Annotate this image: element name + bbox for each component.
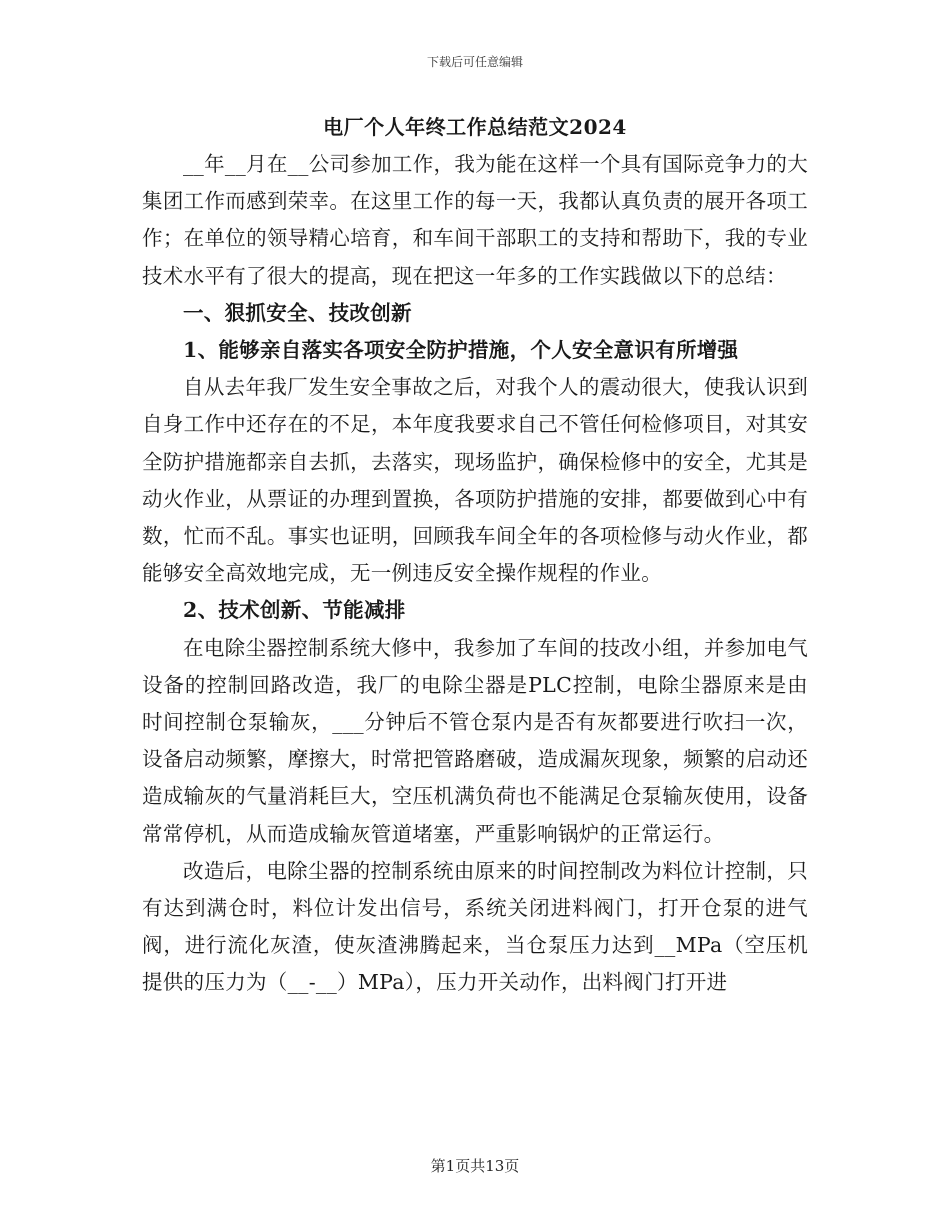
document-title: 电厂个人年终工作总结范文2024 <box>323 115 627 139</box>
subheading-safety-measures: 1、能够亲自落实各项安全防护措施，个人安全意识有所增强 <box>183 338 739 363</box>
safety-paragraph: 自从去年我厂发生安全事故之后，对我个人的震动很大，使我认识到自身工作中还存在的不足，本年度我要求自己不管任何检修项目，对其安全防护措施都亲自去抓，去落实，现场监护，确保检修中的安全，尤其是动火作业，从票证的办理到置换，各项防护措施的安排，都要做到心中有数，忙而不乱。事实也证明，回顾我车间全年的各项检修与动火作业，都能够安全高效地完成，无一例违反安全操作规程的作业。 <box>142 375 808 586</box>
intro-paragraph: __年__月在__公司参加工作，我为能在这样一个具有国际竞争力的大集团工作而感到荣幸。在这里工作的每一天，我都认真负责的展开各项工作；在单位的领导精心培育，和车间干部职工的支持和帮助下，我的专业技术水平有了很大的提高，现在把这一年多的工作实践做以下的总结： <box>142 152 808 288</box>
download-note: 下载后可任意编辑 <box>426 55 523 69</box>
subheading-tech-innovation: 2、技术创新、节能减排 <box>183 598 406 623</box>
retrofit-paragraph: 改造后，电除尘器的控制系统由原来的时间控制改为料位计控制，只有达到满仓时，料位计发出信号，系统关闭进料阀门，打开仓泵的进气阀，进行流化灰渣，使灰渣沸腾起来，当仓泵压力达到__MPa（空压机提供的压力为（__-__）MPa），压力开关动作，出料阀门打开进 <box>142 858 808 995</box>
section-heading-safety: 一、狠抓安全、技改创新 <box>183 300 412 325</box>
tech-innovation-paragraph: 在电除尘器控制系统大修中，我参加了车间的技改小组，并参加电气设备的控制回路改造，我厂的电除尘器是PLC控制，电除尘器原来是由时间控制仓泵输灰，___分钟后不管仓泵内是否有灰都要进行吹扫一次，设备启动频繁，摩擦大，时常把管路磨破，造成漏灰现象，频繁的启动还造成输灰的气量消耗巨大，空压机满负荷也不能满足仓泵输灰使用，设备常常停机，从而造成输灰管道堵塞，严重影响锅炉的正常运行。 <box>142 635 808 846</box>
document-body <box>142 108 808 1002</box>
page-number: 第1页共13页 <box>430 1157 520 1175</box>
